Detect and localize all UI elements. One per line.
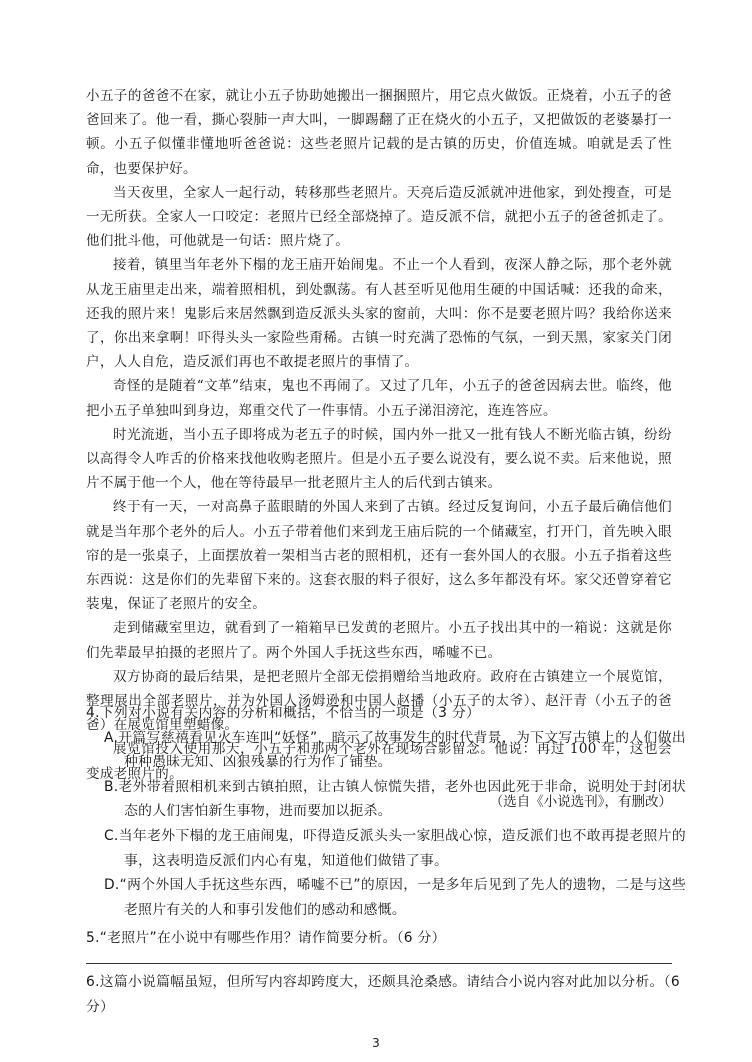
- story-paragraph: 展览馆投入使用那天，小五子和那两个老外在现场合影留念。他说：再过 100 年，这也会变成老照片的。: [86, 741, 672, 782]
- story-paragraph: 走到储藏室里边，就看到了一箱箱早已发黄的老照片。小五子找出其中的一箱说：这就是你们先辈最早拍摄的老照片了。两个外国人手抚这些东西，唏嘘不已。: [86, 620, 672, 661]
- story-paragraph: 当天夜里，全家人一起行动，转移那些老照片。天亮后造反派就冲进他家，到处搜查，可是一无所获。全家人一口咬定：老照片已经全部烧掉了。造反派不信，就把小五子的爸爸抓走了。他们批斗他，可他就是一句话：照片烧了。: [86, 184, 672, 250]
- question-5: 5.“老照片”在小说中有哪些作用？请作简要分析。（6 分）: [86, 930, 446, 947]
- story-paragraph: 小五子的爸爸不在家，就让小五子协助她搬出一捆捆照片，用它点火做饭。正烧着，小五子的爸爸回来了。他一看，撕心裂肺一声大叫，一脚踢翻了正在烧火的小五子，又把做饭的老婆暴打一顿。小五子似懂非懂地听爸爸说：这些老照片记载的是古镇的历史，价值连城。咱就是丢了性命，也要保护好。: [86, 88, 672, 177]
- question-4-option-b: B.老外带着照相机来到古镇拍照，让古镇人惊慌失措，老外也因此死于非命，说明处于封闭状态的人们害怕新生事物，进而要加以扼杀。: [104, 778, 686, 820]
- story-paragraph: 终于有一天，一对高鼻子蓝眼睛的外国人来到了古镇。经过反复询问，小五子最后确信他们就是当年那个老外的后人。小五子带着他们来到龙王庙后院的一个储藏室，打开门，首先映入眼帘的是一张桌子，上面摆放着一架相当古老的照相机，还有一套外国人的衣服。小五子指着这些东西说：这是你们的先辈留下来的。这套衣服的料子很好，这么多年都没有坏。家父还曾穿着它装鬼，保证了老照片的安全。: [86, 499, 672, 613]
- question-4-stem: 4.下列对小说有关内容的分析和概括，不恰当的一项是（3 分）: [86, 705, 481, 721]
- story-paragraph: 双方协商的最后结果，是把老照片全部无偿捐赠给当地政府。政府在古镇建立一个展览馆，整理展出全部老照片，并为外国人汤姆逊和中国人赵播（小五子的太爷）、赵汗青（小五子的爸爸）在展览馆里塑蜡像。: [86, 668, 672, 734]
- question-4-option-a: A.开篇写慈禧看见火车连叫“妖怪”，暗示了故事发生的时代背景，为下文写古镇上的人们做出种种愚昧无知、凶狠残暴的行为作了铺垫。: [104, 729, 686, 771]
- page-number: 3: [372, 1036, 380, 1050]
- story-paragraph: 接着，镇里当年老外下榻的龙王庙开始闹鬼。不止一个人看到，夜深人静之际，那个老外就从龙王庙里走出来，端着照相机，到处飘荡。有人甚至听见他用生硬的中国话喊：还我的命来，还我的照片来！鬼影后来居然飘到造反派头头家的窗前，大叫：你不是要老照片吗？我给你送来了，你出来拿啊！吓得头头一家险些甭稀。古镇一时充满了恐怖的气氛，一到天黑，家家关门闭户，人人自危，造反派们再也不敢提老照片的事情了。: [86, 257, 672, 371]
- question-6: 6.这篇小说篇幅虽短，但所写内容却跨度大，还颇具沧桑感。请结合小说内容对此加以分析。（6 分）: [86, 973, 680, 1015]
- question-section: [86, 701, 686, 1019]
- story-paragraph: 时光流逝，当小五子即将成为老五子的时候，国内外一批又一批有钱人不断光临古镇，纷纷以高得令人咋舌的价格来找他收购老照片。但是小五子要么说没有，要么说不卖。后来他说，照片不属于他一个人，他在等待最早一批老照片主人的后代到古镇来。: [86, 426, 672, 492]
- question-4-option-d: D.“两个外国人手抚这些东西，唏嘘不已”的原因，一是多年后见到了先人的遗物，二是与这些老照片有关的人和事引发他们的感动和感慨。: [104, 877, 686, 918]
- story-source: （选自《小说选刊》，有删改）: [489, 793, 672, 810]
- question-4-option-c: C.当年老外下榻的龙王庙闹鬼，吓得造反派头头一家胆战心惊，造反派们也不敢再提老照片的事，这表明造反派们内心有鬼，知道他们做错了事。: [104, 827, 686, 869]
- answer-line: [86, 963, 672, 964]
- story-paragraph: 奇怪的是随着“文革”结束，鬼也不再闹了。又过了几年，小五子的爸爸因病去世。临终，他把小五子单独叫到身边，郑重交代了一件事情。小五子涕泪滂沱，连连答应。: [86, 378, 672, 419]
